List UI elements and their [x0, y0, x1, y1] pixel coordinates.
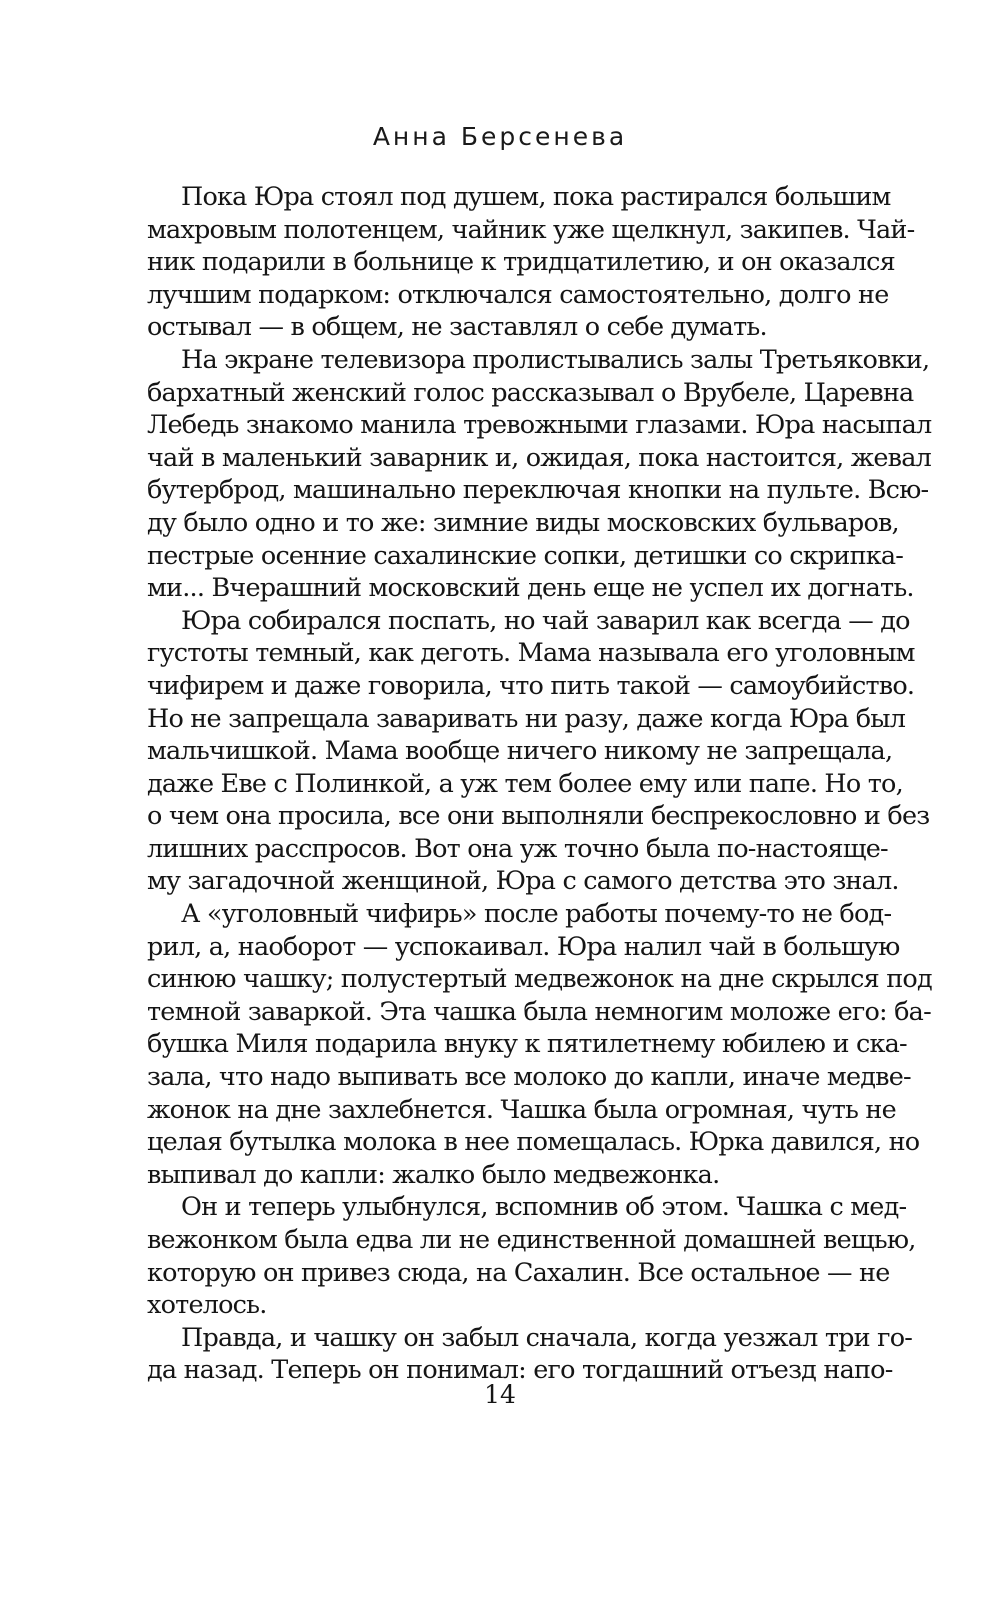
text-line: жонок на дне захлебнется. Чашка была огромная, чуть не — [147, 1094, 896, 1125]
text-line: бушка Миля подарила внуку к пятилетнему юбилею и ска- — [147, 1029, 907, 1060]
text-line: Правда, и чашку он забыл сначала, когда уезжал три го- — [181, 1322, 913, 1353]
page-number: 14 — [484, 1380, 516, 1409]
text-line: целая бутылка молока в нее помещалась. Юрка давился, но — [147, 1127, 920, 1158]
text-line: густоты темный, как деготь. Мама называла его уголовным — [147, 638, 915, 669]
text-line: хотелось. — [147, 1290, 267, 1321]
text-line: ник подарили в больнице к тридцатилетию, и он оказался — [147, 247, 895, 278]
text-line: махровым полотенцем, чайник уже щелкнул, закипев. Чай- — [147, 214, 915, 245]
text-line: бархатный женский голос рассказывал о Врубеле, Царевна — [147, 377, 914, 408]
text-line: Лебедь знакомо манила тревожными глазами. Юра насыпал — [147, 410, 932, 441]
text-line: Но не запрещала заваривать ни разу, даже когда Юра был — [147, 703, 906, 734]
text-line: рил, а, наоборот — успокаивал. Юра налил чай в большую — [147, 931, 900, 962]
text-line: пестрые осенние сахалинские сопки, детишки со скрипка- — [147, 540, 904, 571]
text-line: вежонком была едва ли не единственной домашней вещью, — [147, 1225, 916, 1255]
text-line: ми... Вчерашний московский день еще не успел их догнать. — [147, 573, 914, 604]
body-text — [147, 181, 932, 1387]
text-line: чифирем и даже говорила, что пить такой — самоубийство. — [147, 670, 915, 701]
text-line: бутерброд, машинально переключая кнопки на пульте. Всю- — [147, 475, 929, 506]
text-line: даже Еве с Полинкой, а уж тем более ему или папе. Но то, — [147, 768, 903, 799]
text-line: Пока Юра стоял под душем, пока растирался большим — [181, 182, 891, 212]
text-line: да назад. Теперь он понимал: его тогдашний отъезд напо- — [147, 1355, 893, 1386]
text-line: мальчишкой. Мама вообще ничего никому не запрещала, — [147, 736, 893, 767]
text-line: о чем она просила, все они выполняли беспрекословно и без — [147, 801, 930, 832]
text-line: зала, что надо выпивать все молоко до капли, иначе медве- — [147, 1062, 911, 1093]
text-line: остывал — в общем, не заставлял о себе думать. — [147, 312, 767, 343]
text-line: лишних расспросов. Вот она уж точно была по-настояще- — [147, 833, 888, 864]
text-line: которую он привез сюда, на Сахалин. Все остальное — не — [147, 1257, 890, 1288]
text-line: чай в маленький заварник и, ожидая, пока настоится, жевал — [147, 442, 932, 473]
text-line: лучшим подарком: отключался самостоятельно, долго не — [147, 279, 889, 310]
running-head-author: Анна Берсенева — [372, 122, 628, 151]
text-line: А «уголовный чифирь» после работы почему-то не бод- — [181, 899, 892, 930]
text-line: му загадочной женщиной, Юра с самого детства это знал. — [147, 866, 899, 897]
text-line: синюю чашку; полустертый медвежонок на дне скрылся под — [147, 964, 932, 995]
text-line: ду было одно и то же: зимние виды московских бульваров, — [147, 507, 899, 538]
text-line: темной заваркой. Эта чашка была немногим моложе его: ба- — [147, 996, 931, 1027]
text-line: Юра собирался поспать, но чай заварил как всегда — до — [181, 605, 910, 636]
text-line: Он и теперь улыбнулся, вспомнив об этом. Чашка с мед- — [181, 1192, 907, 1223]
text-line: На экране телевизора пролистывались залы Третьяковки, — [181, 344, 930, 375]
text-line: выпивал до капли: жалко было медвежонка. — [147, 1159, 720, 1190]
